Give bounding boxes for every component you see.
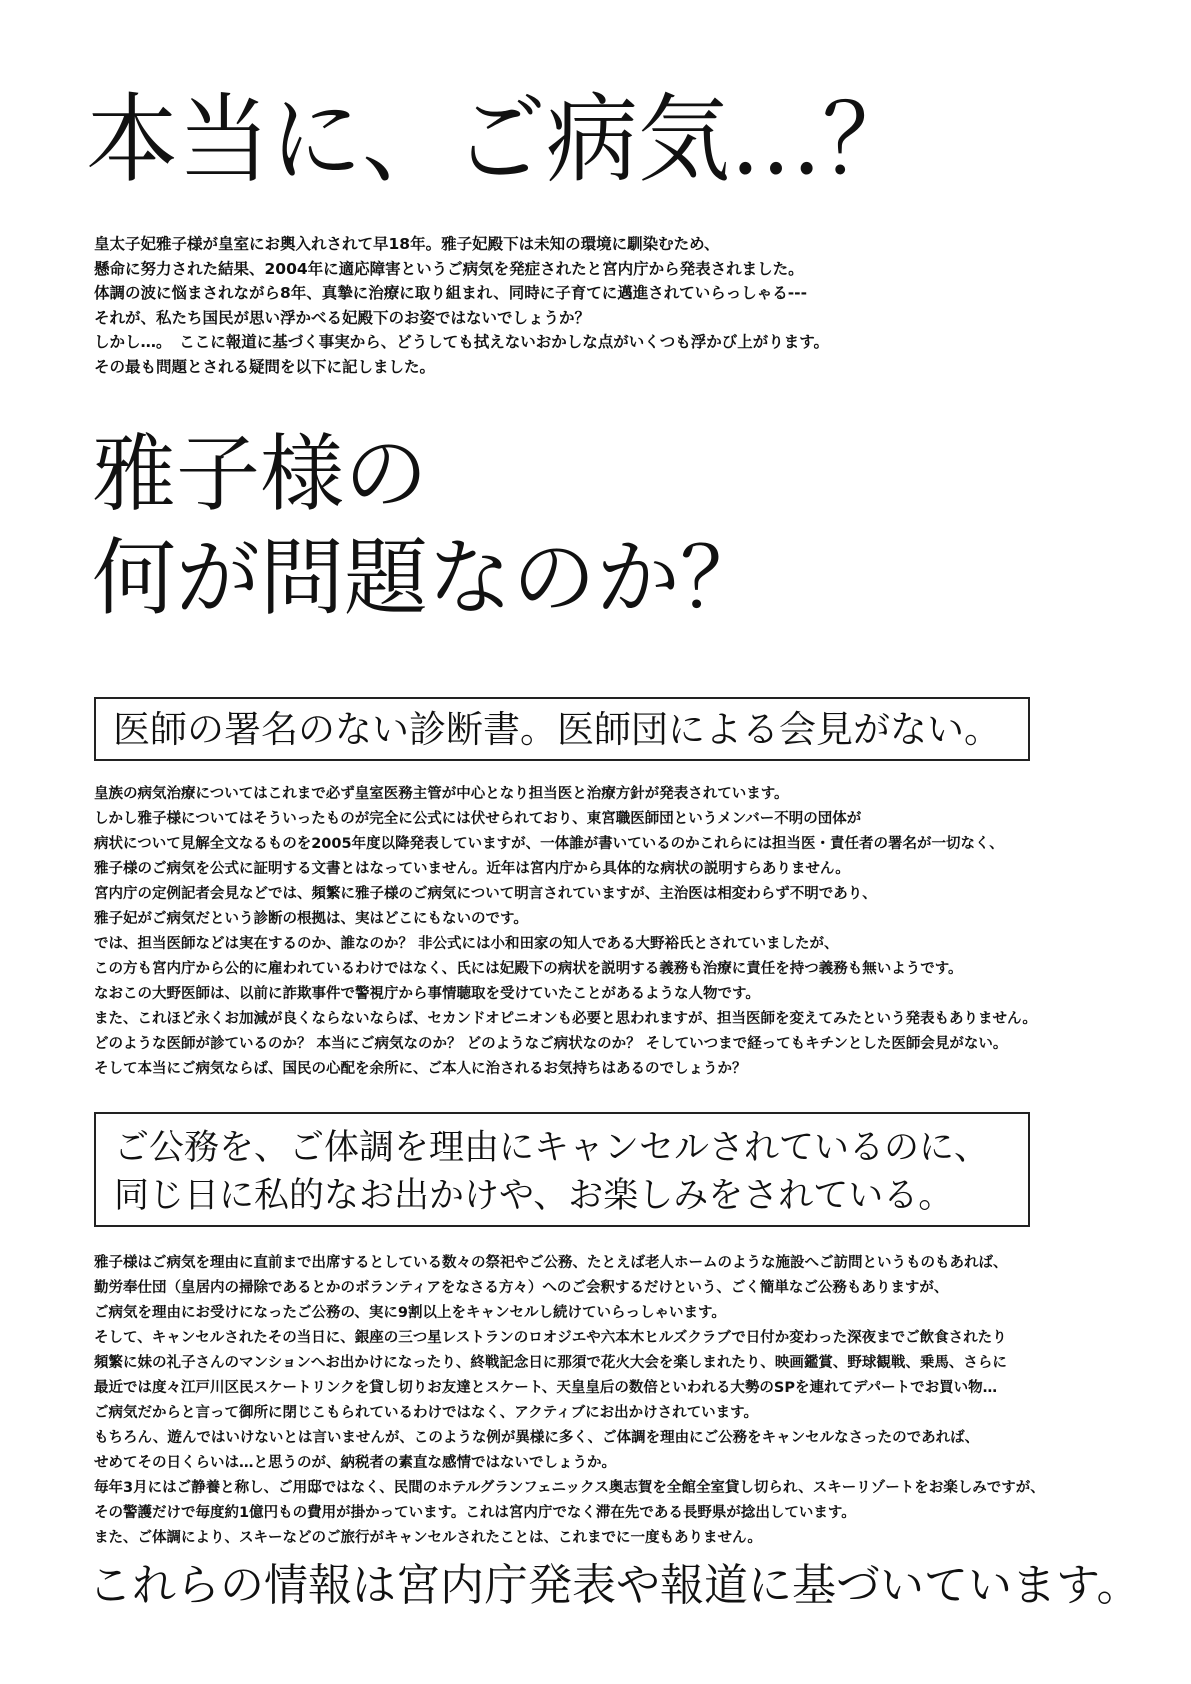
intro-paragraph xyxy=(94,232,1054,379)
section1-line: 皇族の病気治療についてはこれまで必ず皇室医務主管が中心となり担当医と治療方針が発表されています。 xyxy=(94,786,789,802)
section1-line: この方も宮内庁から公的に雇われているわけではなく、氏には妃殿下の病状を説明する義務も治療に責任を持つ義務も無いようです。 xyxy=(94,961,963,977)
section2-line: ご病気を理由にお受けになったご公務の、実に9割以上をキャンセルし続けていらっしゃいます。 xyxy=(94,1305,726,1321)
section1-line: どのような医師が診ているのか？ 本当にご病気なのか？ どのようなご病状なのか？ そしていつまで経ってもキチンとした医師会見がない。 xyxy=(94,1036,1008,1052)
second-title-line-2: 何が問題なのか？ xyxy=(92,529,765,627)
section2-line: 勤労奉仕団（皇居内の掃除であるとかのボランティアをなさる方々）へのご会釈するだけという、ごく簡単なご公務もありますが、 xyxy=(94,1280,949,1296)
intro-line: 懸命に努力された結果、2004年に適応障害というご病気を発症されたと宮内庁から発表されました。 xyxy=(94,259,804,278)
section2-line: 最近では度々江戸川区民スケートリンクを貸し切りお友達とスケート、天皇皇后の数倍といわれる大勢のSPを連れてデパートでお買い物… xyxy=(94,1380,998,1396)
section2-line: また、ご体調により、スキーなどのご旅行がキャンセルされたことは、これまでに一度もありません。 xyxy=(94,1530,762,1546)
section1-line: 雅子妃がご病気だという診断の根拠は、実はどこにもないのです。 xyxy=(94,911,528,927)
section2-line: 毎年3月にはご静養と称し、ご用邸ではなく、民間のホテルグランフェニックス奥志賀を全館全室貸し切られ、スキーリゾートをお楽しみですが、 xyxy=(94,1480,1045,1496)
section2-line: 雅子様はご病気を理由に直前まで出席するとしている数々の祭祀やご公務、たとえば老人ホームのような施設へご訪問というものもあれば、 xyxy=(94,1255,1008,1271)
section2-line: そして、キャンセルされたその当日に、銀座の三つ星レストランのロオジエや六本木ヒルズクラブで日付か変わった深夜までご飲食されたり xyxy=(94,1330,1007,1346)
section1-line: 宮内庁の定例記者会見などでは、頻繁に雅子様のご病気について明言されていますが、主治医は相変わらず不明であり、 xyxy=(94,886,877,902)
main-title: 本当に、ご病気…？ xyxy=(86,83,915,196)
section1-line: では、担当医師などは実在するのか、誰なのか？ 非公式には小和田家の知人である大野裕氏とされていましたが、 xyxy=(94,936,839,952)
section1-line: 病状について見解全文なるものを2005年度以降発表していますが、一体誰が書いているのかこれらには担当医・責任者の署名が一切なく、 xyxy=(94,836,1004,852)
section1-paragraph xyxy=(94,782,1094,1082)
section1-line: 雅子様のご病気を公式に証明する文書とはなっていません。近年は宮内庁から具体的な病状の説明すらありません。 xyxy=(94,861,850,877)
second-title-line-1: 雅子様の xyxy=(92,425,429,523)
section2-heading-line-2: 同じ日に私的なお出かけや、お楽しみをされている。 xyxy=(114,1176,954,1216)
section2-heading-line-1: ご公務を、ご体調を理由にキャンセルされているのに、 xyxy=(114,1128,990,1168)
section1-line: しかし雅子様についてはそういったものが完全に公式には伏せられており、東宮職医師団というメンバー不明の団体が xyxy=(94,811,862,827)
section2-line: ご病気だからと言って御所に閉じこもられているわけではなく、アクティブにお出かけされています。 xyxy=(94,1405,758,1421)
section2-line: その警護だけで毎度約1億円もの費用が掛かっています。これは宮内庁でなく滞在先である長野県が捻出しています。 xyxy=(94,1505,856,1521)
second-title xyxy=(92,422,764,630)
section2-heading xyxy=(114,1124,989,1220)
intro-line: 体調の波に悩まされながら8年、真摯に治療に取り組まれ、同時に子育てに邁進されていらっしゃる--- xyxy=(94,284,808,302)
section2-line: 頻繁に妹の礼子さんのマンションへお出かけになったり、終戦記念日に那須で花火大会を楽しまれたり、映画鑑賞、野球観戦、乗馬、さらに xyxy=(94,1355,1007,1371)
section1-heading-box xyxy=(94,697,1030,761)
section2-line: せめてその日くらいは…と思うのが、納税者の素直な感情ではないでしょうか。 xyxy=(94,1455,616,1471)
footer-statement: これらの情報は宮内庁発表や報道に基づいています。 xyxy=(88,1560,1141,1611)
intro-line: 皇太子妃雅子様が皇室にお輿入れされて早18年。雅子妃殿下は未知の環境に馴染むため、 xyxy=(94,235,720,253)
intro-line: それが、私たち国民が思い浮かべる妃殿下のお姿ではないでしょうか？ xyxy=(94,308,591,327)
section1-heading: 医師の署名のない診断書。医師団による会見がない。 xyxy=(113,708,1001,751)
intro-line: その最も問題とされる疑問を以下に記しました。 xyxy=(94,357,436,376)
section2-line: もちろん、遊んではいけないとは言いませんが、このような例が異様に多く、ご体調を理由にご公務をキャンセルなさったのであれば、 xyxy=(94,1430,980,1446)
section2-heading-box xyxy=(94,1112,1030,1227)
intro-line: しかし…。 ここに報道に基づく事実から、どうしても拭えないおかしな点がいくつも浮かび上がります。 xyxy=(94,333,830,351)
section1-line: また、これほど永くお加減が良くならないならば、セカンドオピニオンも必要と思われますが、担当医師を変えてみたという発表もありません。 xyxy=(94,1011,1037,1027)
section1-line: なおこの大野医師は、以前に詐欺事件で警視庁から事情聴取を受けていたことがあるような人物です。 xyxy=(94,986,760,1002)
section2-paragraph xyxy=(94,1251,1094,1551)
section1-line: そして本当にご病気ならば、国民の心配を余所に、ご本人に治されるお気持ちはあるのでしょうか？ xyxy=(94,1061,747,1077)
